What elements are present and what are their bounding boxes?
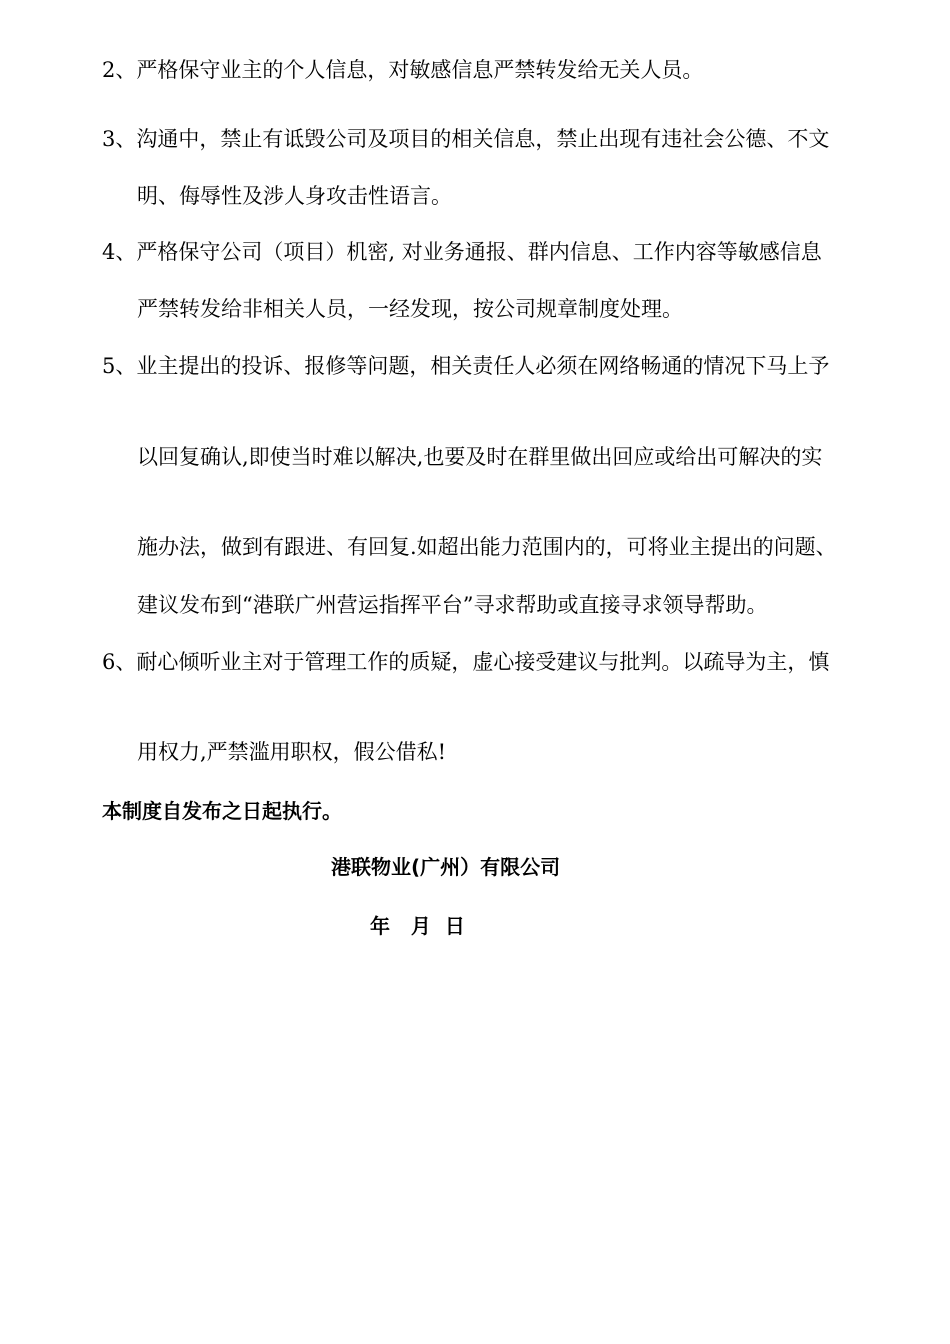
item-5-line-4 [137, 593, 767, 617]
item-text: 明、侮辱性及涉人身攻击性语言。 [137, 184, 452, 208]
item-2-line-1 [102, 58, 703, 82]
item-5-line-2 [137, 445, 822, 469]
item-5-line-1 [102, 354, 829, 378]
item-text: 业主提出的投诉、报修等问题，相关责任人必须在网络畅通的情况下马上予 [136, 354, 830, 378]
item-text: 严禁转发给非相关人员，一经发现，按公司规章制度处理。 [137, 297, 683, 321]
signature-date: 年 月 日 [370, 914, 465, 938]
item-text: 以回复确认,即使当时难以解决,也要及时在群里做出回应或给出可解决的实 [137, 445, 823, 469]
item-5-line-3 [137, 535, 837, 559]
item-3-line-2 [137, 184, 452, 208]
closing-statement: 本制度自发布之日起执行。 [102, 799, 342, 823]
item-6-line-2 [137, 740, 446, 764]
item-text: 沟通中，禁止有诋毁公司及项目的相关信息，禁止出现有违社会公德、不文 [136, 127, 830, 151]
item-text: 严格保守公司（项目）机密, 对业务通报、群内信息、工作内容等敏感信息 [136, 240, 822, 264]
item-text: 施办法，做到有跟进、有回复.如超出能力范围内的，可将业主提出的问题、 [137, 535, 837, 559]
item-text: 建议发布到“港联广州营运指挥平台”寻求帮助或直接寻求领导帮助。 [137, 593, 768, 617]
item-text: 用权力,严禁滥用职权，假公借私! [137, 740, 447, 764]
item-number: 2、 [102, 58, 137, 82]
item-number: 4、 [102, 240, 137, 264]
item-number: 5、 [102, 354, 137, 378]
item-4-line-1 [102, 240, 822, 264]
item-text: 严格保守业主的个人信息，对敏感信息严禁转发给无关人员。 [136, 58, 704, 82]
item-number: 6、 [102, 650, 137, 674]
item-text: 耐心倾听业主对于管理工作的质疑，虚心接受建议与批判。以疏导为主，慎 [136, 650, 830, 674]
item-3-line-1 [102, 127, 829, 151]
company-name: 港联物业(广州）有限公司 [331, 855, 561, 879]
item-4-line-2 [137, 297, 683, 321]
item-number: 3、 [102, 127, 137, 151]
item-6-line-1 [102, 650, 829, 674]
